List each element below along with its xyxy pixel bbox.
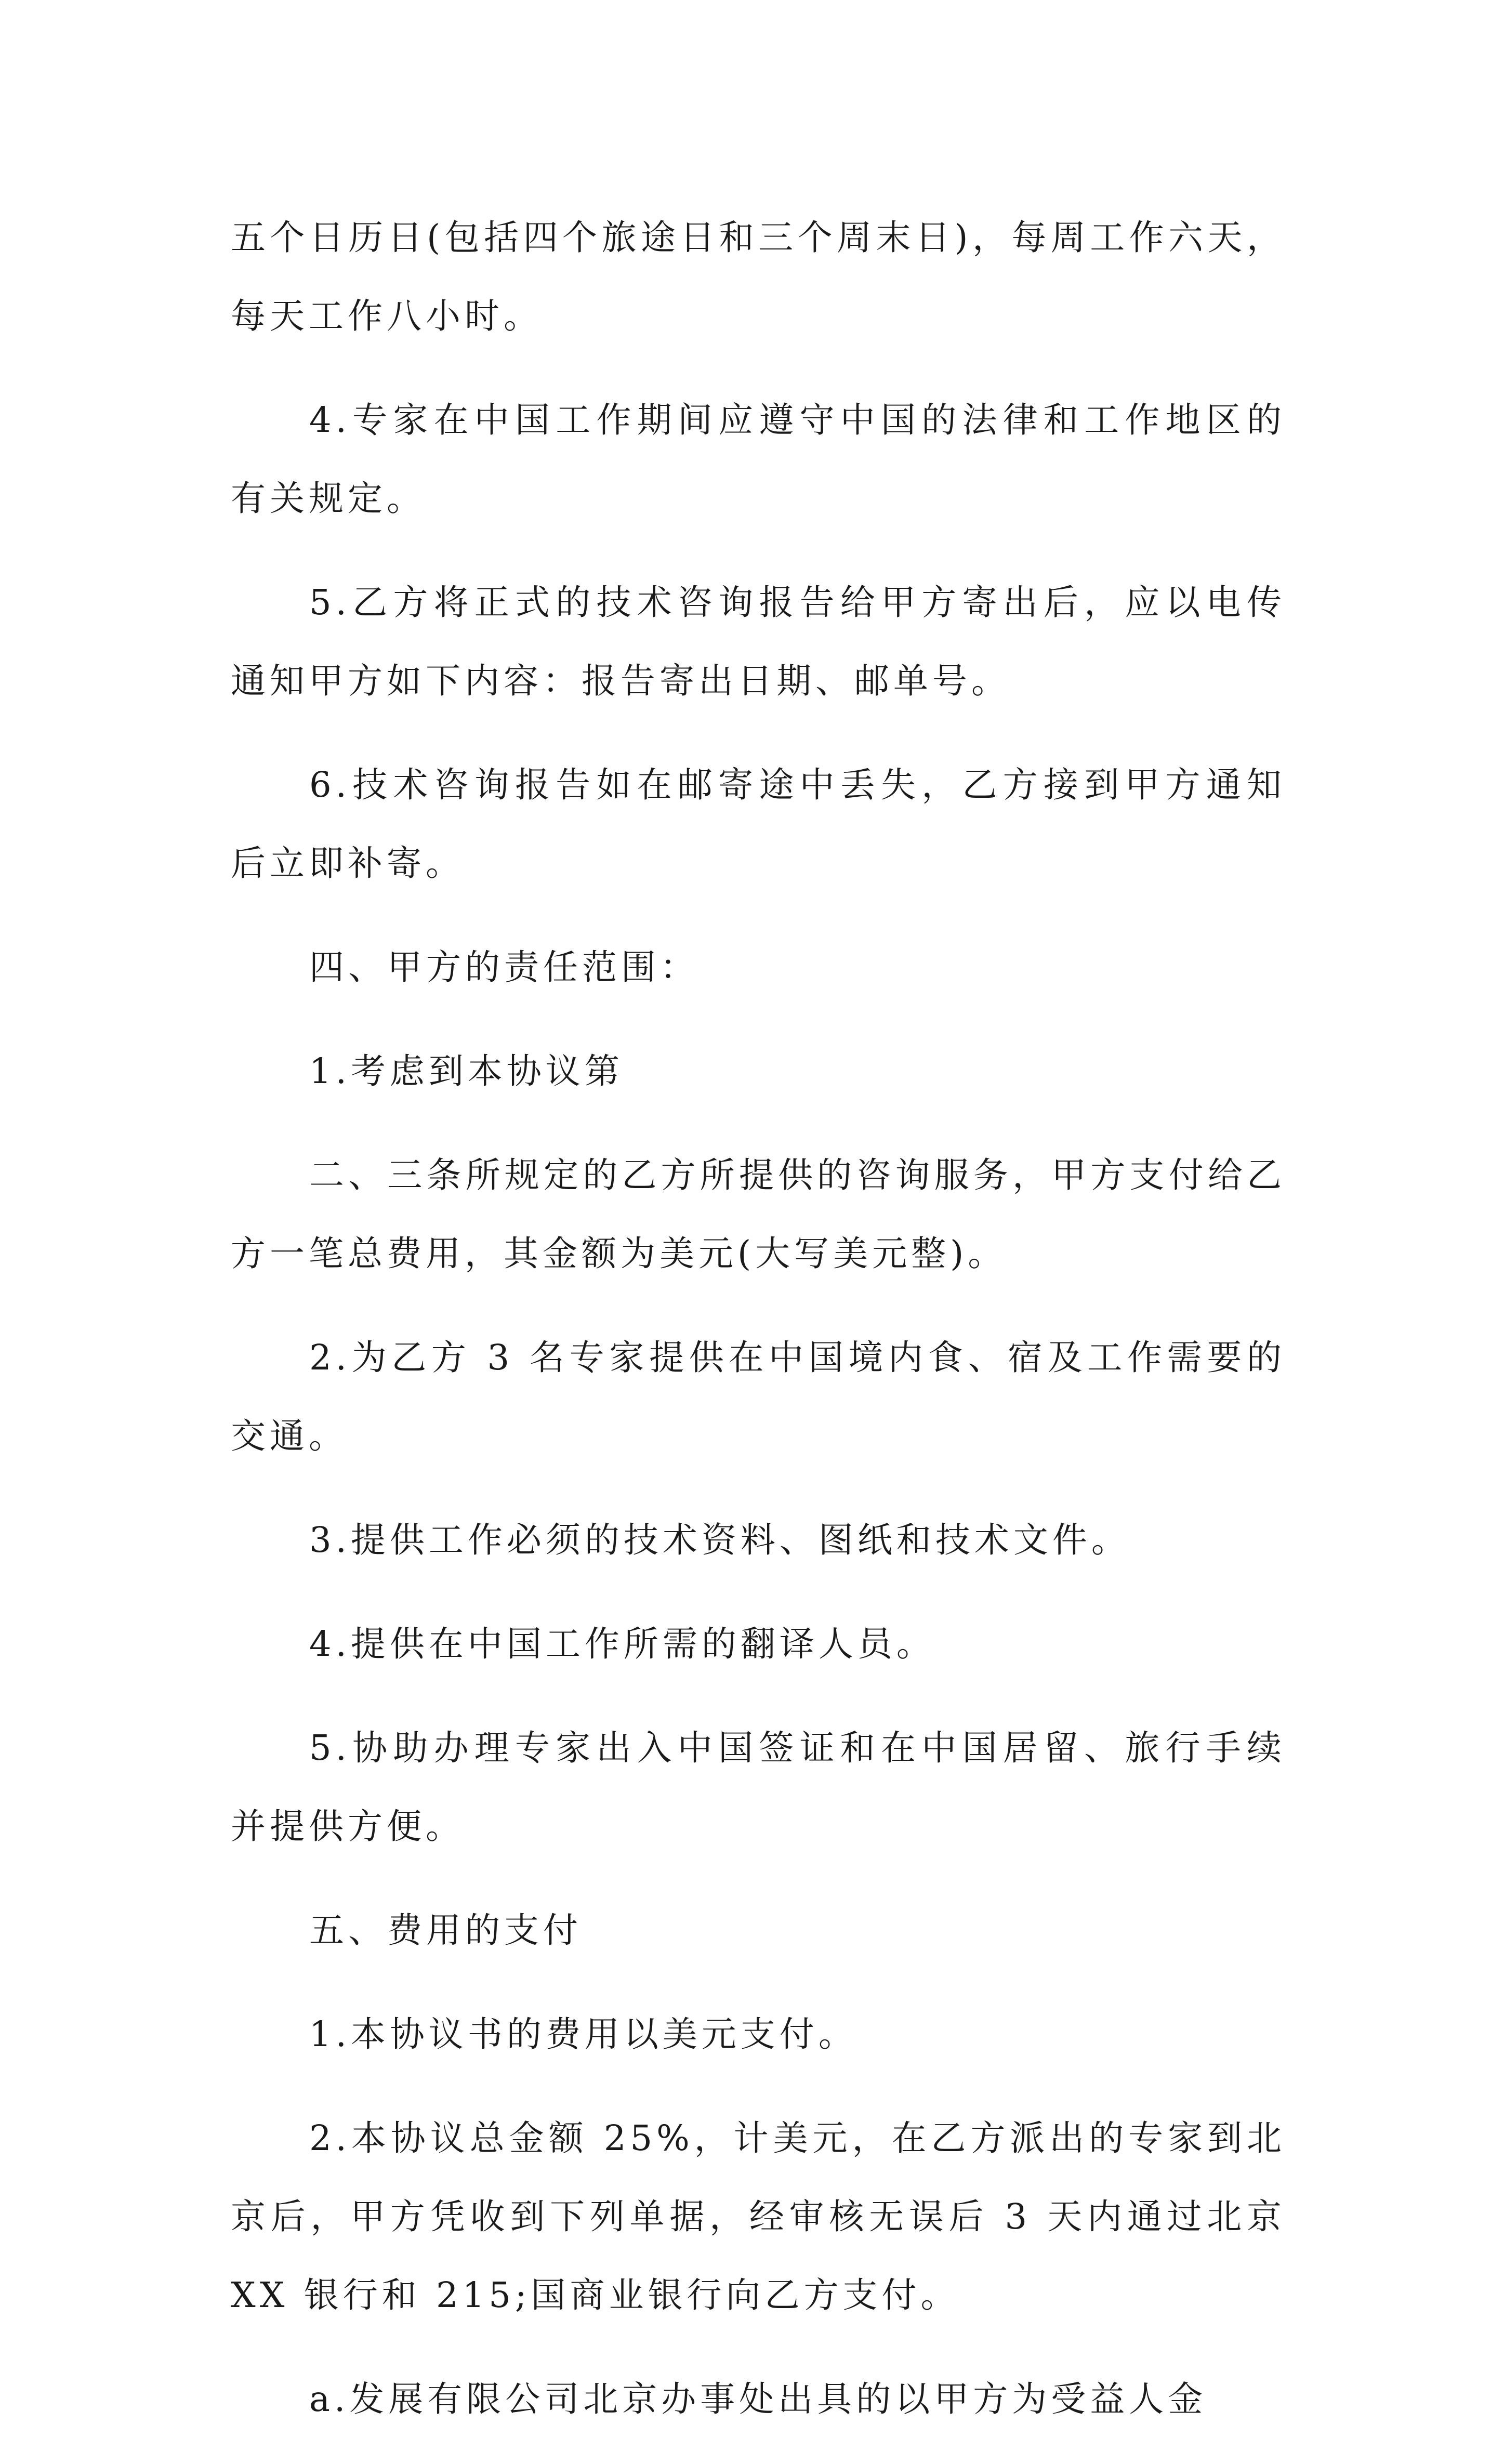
paragraph-clause-5-visa: 5.协助办理专家出入中国签证和在中国居留、旅行手续并提供方便。 xyxy=(231,1728,1286,1847)
paragraph-clause-5-report-notice: 5.乙方将正式的技术咨询报告给甲方寄出后，应以电传通知甲方如下内容：报告寄出日期、邮单号。 xyxy=(231,582,1286,701)
paragraph-clause-1-consider: 1.考虑到本协议第 xyxy=(309,1051,624,1091)
paragraph-total-fee: 二、三条所规定的乙方所提供的咨询服务，甲方支付给乙方一笔总费用，其金额为美元(大写美元整)。 xyxy=(231,1155,1286,1274)
section-heading-party-a-responsibilities: 四、甲方的责任范围： xyxy=(309,947,699,987)
paragraph-clause-3-materials: 3.提供工作必须的技术资料、图纸和技术文件。 xyxy=(309,1520,1130,1560)
paragraph-work-days: 五个日历日(包括四个旅途日和三个周末日)，每周工作六天，每天工作八小时。 xyxy=(231,217,1286,336)
paragraph-clause-6-lost-report: 6.技术咨询报告如在邮寄途中丢失，乙方接到甲方通知后立即补寄。 xyxy=(231,765,1286,884)
paragraph-clause-4-laws: 4.专家在中国工作期间应遵守中国的法律和工作地区的有关规定。 xyxy=(231,400,1286,519)
paragraph-clause-2-lodging: 2.为乙方 3 名专家提供在中国境内食、宿及工作需要的交通。 xyxy=(231,1337,1286,1456)
paragraph-payment-2-installment: 2.本协议总金额 25%，计美元，在乙方派出的专家到北京后，甲方凭收到下列单据，经审核无误后 3 天内通过北京 XX 银行和 215;国商业银行向乙方支付。 xyxy=(231,2118,1286,2315)
paragraph-payment-a-document: a.发展有限公司北京办事处出具的以甲方为受益人金 xyxy=(309,2379,1207,2419)
paragraph-clause-4-translators: 4.提供在中国工作所需的翻译人员。 xyxy=(309,1624,935,1664)
document-body xyxy=(231,199,1286,2464)
paragraph-payment-1-currency: 1.本协议书的费用以美元支付。 xyxy=(309,2014,857,2054)
section-heading-payment: 五、费用的支付 xyxy=(309,1910,582,1951)
